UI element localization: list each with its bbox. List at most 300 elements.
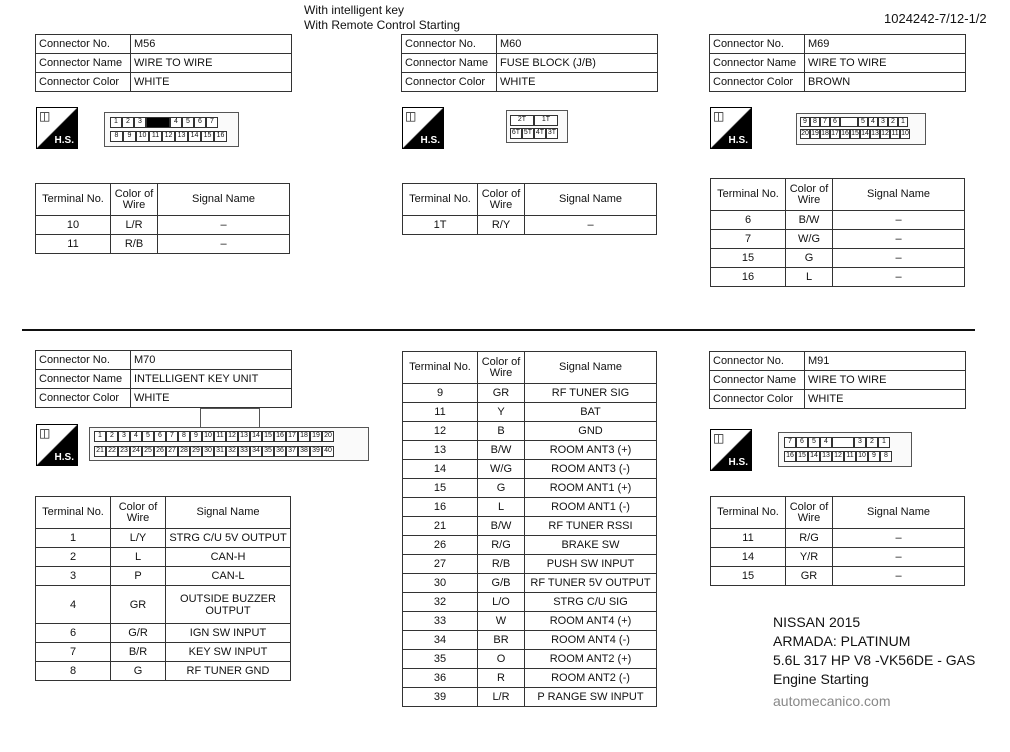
terminal-no-cell: 33 (403, 612, 478, 631)
connector-pin: 7 (820, 117, 830, 127)
label-connector-name: Connector Name (36, 370, 131, 389)
wire-color-cell: B/W (478, 517, 525, 536)
signal-name-cell: ROOM ANT4 (-) (525, 631, 657, 650)
signal-name-cell: ROOM ANT3 (-) (525, 460, 657, 479)
table-row (403, 536, 657, 555)
connector-pin: 6 (194, 117, 206, 128)
connector-pin: 14 (861, 130, 869, 137)
signal-name-cell: – (158, 216, 290, 235)
wire-color-cell: O (478, 650, 525, 669)
connector-pin: 9 (190, 431, 202, 442)
terminal-no-cell: 11 (711, 529, 786, 548)
connector-pin: 39 (310, 446, 322, 457)
footer-model: ARMADA: PLATINUM (773, 633, 911, 649)
table-row (711, 211, 965, 230)
connector-pin: 34 (250, 446, 262, 457)
footer-make-year: NISSAN 2015 (773, 614, 861, 630)
connector-pin: 14 (250, 431, 262, 442)
connector-pin: 16 (841, 130, 849, 137)
table-row (36, 624, 291, 643)
terminal-no-cell: 1 (36, 529, 111, 548)
wire-color-cell: R (478, 669, 525, 688)
wire-color-cell: GR (478, 384, 525, 403)
signal-name-cell: IGN SW INPUT (166, 624, 291, 643)
wire-color-cell: B/W (478, 441, 525, 460)
terminal-no-cell: 15 (403, 479, 478, 498)
connector-pin: 36 (274, 446, 286, 457)
table-row (403, 422, 657, 441)
connector-pin: 7 (206, 117, 218, 128)
table-row (711, 567, 965, 586)
wire-color-cell: W/G (786, 230, 833, 249)
signal-name-cell: RF TUNER 5V OUTPUT (525, 574, 657, 593)
connector-key-slot (832, 437, 854, 448)
connector-pin: 1 (110, 117, 122, 128)
wire-color-cell: L (478, 498, 525, 517)
connector-pin: 4 (170, 117, 182, 128)
connector-pin: 20 (322, 431, 334, 442)
connector-no-value: M56 (131, 35, 292, 54)
label-connector-no: Connector No. (710, 35, 805, 54)
connector-pin: 2T (510, 115, 534, 126)
wire-color-cell: BR (478, 631, 525, 650)
label-connector-name: Connector Name (710, 371, 805, 390)
terminal-no-cell: 9 (403, 384, 478, 403)
terminal-no-cell: 7 (711, 230, 786, 249)
signal-name-cell: OUTSIDE BUZZER OUTPUT (166, 586, 291, 624)
document-id: 1024242-7/12-1/2 (884, 11, 987, 26)
connector-pin: 4 (130, 431, 142, 442)
terminal-no-cell: 21 (403, 517, 478, 536)
connector-info-m56 (35, 34, 292, 92)
connector-pin: 26 (154, 446, 166, 457)
terminal-no-cell: 10 (36, 216, 111, 235)
connector-pin: 1 (94, 431, 106, 442)
signal-name-cell: RF TUNER RSSI (525, 517, 657, 536)
connector-pin: 38 (298, 446, 310, 457)
connector-pin: 16 (784, 451, 796, 462)
header-terminal-no: Terminal No. (711, 179, 786, 211)
connector-plug-icon: ◫ (713, 431, 725, 445)
terminal-no-cell: 15 (711, 249, 786, 268)
wire-color-cell: B/W (786, 211, 833, 230)
wire-color-cell: R/B (478, 555, 525, 574)
header-signal-name: Signal Name (166, 497, 291, 529)
signal-name-cell: – (833, 249, 965, 268)
terminal-no-cell: 13 (403, 441, 478, 460)
hs-harness-side-icon (402, 107, 444, 149)
header-color-of-wire: Color of Wire (786, 497, 833, 529)
connector-pin: 10 (901, 130, 909, 137)
header-terminal-no: Terminal No. (403, 352, 478, 384)
connector-pin: 8 (880, 451, 892, 462)
signal-name-cell: – (833, 548, 965, 567)
table-row (36, 529, 291, 548)
wire-color-cell: B/R (111, 643, 166, 662)
connector-pin: 17 (286, 431, 298, 442)
connector-pin: 13 (238, 431, 250, 442)
connector-pin: 8 (178, 431, 190, 442)
terminal-no-cell: 11 (403, 403, 478, 422)
connector-pin: 7 (166, 431, 178, 442)
terminal-no-cell: 39 (403, 688, 478, 707)
connector-pin: 18 (298, 431, 310, 442)
signal-name-cell: KEY SW INPUT (166, 643, 291, 662)
connector-pin: 4 (820, 437, 832, 448)
connector-key-slot (840, 117, 858, 127)
terminal-no-cell: 6 (711, 211, 786, 230)
wire-color-cell: Y/R (786, 548, 833, 567)
signal-name-cell: STRG C/U SIG (525, 593, 657, 612)
label-connector-no: Connector No. (402, 35, 497, 54)
header-color-of-wire: Color of Wire (786, 179, 833, 211)
signal-name-cell: ROOM ANT1 (-) (525, 498, 657, 517)
connector-pin: 12 (162, 131, 175, 142)
connector-pin: 11 (214, 431, 226, 442)
footer-system: Engine Starting (773, 671, 869, 687)
table-row (711, 230, 965, 249)
label-connector-name: Connector Name (402, 54, 497, 73)
terminal-no-cell: 32 (403, 593, 478, 612)
header-signal-name: Signal Name (833, 179, 965, 211)
wire-color-cell: B (478, 422, 525, 441)
terminal-table-m60 (402, 183, 657, 235)
terminal-no-cell: 14 (403, 460, 478, 479)
wire-color-cell: R/Y (478, 216, 525, 235)
connector-plug-icon: ◫ (39, 426, 51, 440)
connector-pin: 23 (118, 446, 130, 457)
signal-name-cell: – (158, 235, 290, 254)
signal-name-cell: CAN-L (166, 567, 291, 586)
table-row (36, 586, 291, 624)
terminal-table-m91 (710, 496, 965, 586)
table-row (711, 268, 965, 287)
connector-name-value: INTELLIGENT KEY UNIT (131, 370, 292, 389)
connector-pin: 14 (188, 131, 201, 142)
wire-color-cell: G (111, 662, 166, 681)
header-signal-name: Signal Name (158, 184, 290, 216)
signal-name-cell: ROOM ANT3 (+) (525, 441, 657, 460)
wire-color-cell: R/G (478, 536, 525, 555)
connector-name-value: WIRE TO WIRE (805, 54, 966, 73)
connector-pin: 2 (888, 117, 898, 127)
connector-info-m70 (35, 350, 292, 408)
connector-pin: 13 (820, 451, 832, 462)
connector-info-m60 (401, 34, 658, 92)
connector-pin: 6 (154, 431, 166, 442)
terminal-no-cell: 14 (711, 548, 786, 567)
hs-label: H.S. (54, 135, 74, 146)
connector-color-value: WHITE (805, 390, 966, 409)
table-row (403, 403, 657, 422)
label-connector-color: Connector Color (36, 73, 131, 92)
terminal-table-m69 (710, 178, 965, 287)
connector-pin: 6 (830, 117, 840, 127)
connector-pin: 2 (866, 437, 878, 448)
signal-name-cell: ROOM ANT2 (-) (525, 669, 657, 688)
wire-color-cell: GR (111, 586, 166, 624)
terminal-no-cell: 27 (403, 555, 478, 574)
connector-pin: 19 (811, 130, 819, 137)
wire-color-cell: G/R (111, 624, 166, 643)
connector-pin: 35 (262, 446, 274, 457)
wire-color-cell: L/R (111, 216, 158, 235)
connector-pin: 10 (136, 131, 149, 142)
connector-pin: 33 (238, 446, 250, 457)
table-row (36, 567, 291, 586)
hs-label: H.S. (728, 457, 748, 468)
table-row (36, 216, 290, 235)
connector-plug-icon: ◫ (39, 109, 51, 123)
connector-pin: 2 (122, 117, 134, 128)
connector-pin: 9 (868, 451, 880, 462)
footer-engine: 5.6L 317 HP V8 -VK56DE - GAS (773, 652, 976, 668)
terminal-table-m70-left (35, 496, 291, 681)
connector-pin: 32 (226, 446, 238, 457)
terminal-table-m56 (35, 183, 290, 254)
connector-pin: 11 (844, 451, 856, 462)
label-connector-color: Connector Color (710, 390, 805, 409)
table-row (403, 669, 657, 688)
wire-color-cell: L (786, 268, 833, 287)
connector-color-value: WHITE (131, 73, 292, 92)
table-row (403, 441, 657, 460)
hs-harness-side-icon (36, 107, 78, 149)
connector-pin: 29 (190, 446, 202, 457)
connector-pin: 24 (130, 446, 142, 457)
connector-pin: 40 (322, 446, 334, 457)
header-line-2: With Remote Control Starting (304, 18, 461, 32)
connector-pin: 14 (808, 451, 820, 462)
connector-pin: 16 (274, 431, 286, 442)
terminal-no-cell: 11 (36, 235, 111, 254)
signal-name-cell: – (833, 567, 965, 586)
connector-pin: 5 (142, 431, 154, 442)
wire-color-cell: R/G (786, 529, 833, 548)
label-connector-no: Connector No. (710, 352, 805, 371)
terminal-no-cell: 26 (403, 536, 478, 555)
label-connector-name: Connector Name (710, 54, 805, 73)
connector-pin: 4T (534, 128, 546, 139)
terminal-no-cell: 12 (403, 422, 478, 441)
header-terminal-no: Terminal No. (36, 184, 111, 216)
table-row (403, 631, 657, 650)
connector-pin: 12 (226, 431, 238, 442)
terminal-no-cell: 6 (36, 624, 111, 643)
connector-pin: 31 (214, 446, 226, 457)
table-row (403, 650, 657, 669)
connector-pin: 16 (214, 131, 227, 142)
signal-name-cell: STRG C/U 5V OUTPUT (166, 529, 291, 548)
signal-name-cell: GND (525, 422, 657, 441)
wire-color-cell: G (786, 249, 833, 268)
table-row (403, 460, 657, 479)
label-connector-no: Connector No. (36, 351, 131, 370)
wire-color-cell: L (111, 548, 166, 567)
signal-name-cell: – (833, 230, 965, 249)
terminal-no-cell: 15 (711, 567, 786, 586)
connector-color-value: WHITE (131, 389, 292, 408)
connector-pin: 21 (94, 446, 106, 457)
signal-name-cell: BRAKE SW (525, 536, 657, 555)
connector-pin: 5T (522, 128, 534, 139)
signal-name-cell: – (833, 211, 965, 230)
connector-pin: 15 (201, 131, 214, 142)
connector-pin: 18 (821, 130, 829, 137)
wire-color-cell: W/G (478, 460, 525, 479)
connector-pin: 10 (202, 431, 214, 442)
wire-color-cell: R/B (111, 235, 158, 254)
table-row (403, 517, 657, 536)
hs-label: H.S. (420, 135, 440, 146)
hs-harness-side-icon (710, 429, 752, 471)
header-color-of-wire: Color of Wire (478, 184, 525, 216)
table-row (403, 479, 657, 498)
header-signal-name: Signal Name (525, 352, 657, 384)
connector-pin: 5 (808, 437, 820, 448)
connector-pin: 3 (134, 117, 146, 128)
header-terminal-no: Terminal No. (36, 497, 111, 529)
terminal-no-cell: 16 (711, 268, 786, 287)
terminal-table-m70-mid (402, 351, 657, 707)
connector-pin: 17 (831, 130, 839, 137)
header-color-of-wire: Color of Wire (478, 352, 525, 384)
table-row (403, 612, 657, 631)
table-row (711, 548, 965, 567)
connector-pin: 12 (881, 130, 889, 137)
connector-pin: 4 (868, 117, 878, 127)
label-connector-no: Connector No. (36, 35, 131, 54)
connector-pin: 5 (858, 117, 868, 127)
header-color-of-wire: Color of Wire (111, 497, 166, 529)
wire-color-cell: Y (478, 403, 525, 422)
hs-label: H.S. (54, 452, 74, 463)
connector-key-slot (146, 117, 170, 128)
connector-no-value: M70 (131, 351, 292, 370)
table-row (36, 235, 290, 254)
connector-info-m91 (709, 351, 966, 409)
hs-harness-side-icon (710, 107, 752, 149)
table-row (403, 384, 657, 403)
connector-pin: 2 (106, 431, 118, 442)
terminal-no-cell: 3 (36, 567, 111, 586)
connector-info-m69 (709, 34, 966, 92)
terminal-no-cell: 16 (403, 498, 478, 517)
table-row (403, 688, 657, 707)
terminal-no-cell: 30 (403, 574, 478, 593)
connector-pin: 15 (262, 431, 274, 442)
hs-label: H.S. (728, 135, 748, 146)
table-row (36, 643, 291, 662)
table-row (711, 249, 965, 268)
watermark: automecanico.com (773, 693, 891, 709)
connector-pin: 11 (891, 130, 899, 137)
signal-name-cell: ROOM ANT4 (+) (525, 612, 657, 631)
connector-pin: 30 (202, 446, 214, 457)
wire-color-cell: G/B (478, 574, 525, 593)
connector-pin: 5 (182, 117, 194, 128)
connector-pin: 8 (810, 117, 820, 127)
wire-color-cell: L/O (478, 593, 525, 612)
connector-pin: 8 (110, 131, 123, 142)
label-connector-color: Connector Color (36, 389, 131, 408)
connector-pin: 3 (854, 437, 866, 448)
table-row (711, 529, 965, 548)
connector-name-value: FUSE BLOCK (J/B) (497, 54, 658, 73)
signal-name-cell: RF TUNER SIG (525, 384, 657, 403)
signal-name-cell: P RANGE SW INPUT (525, 688, 657, 707)
terminal-no-cell: 7 (36, 643, 111, 662)
signal-name-cell: – (833, 529, 965, 548)
connector-no-value: M60 (497, 35, 658, 54)
connector-pin: 11 (149, 131, 162, 142)
header-line-1: With intelligent key (304, 3, 405, 17)
table-row (36, 662, 291, 681)
connector-no-value: M91 (805, 352, 966, 371)
wire-color-cell: L/R (478, 688, 525, 707)
connector-pin: 27 (166, 446, 178, 457)
connector-pin: 37 (286, 446, 298, 457)
signal-name-cell: PUSH SW INPUT (525, 555, 657, 574)
table-row (403, 574, 657, 593)
signal-name-cell: CAN-H (166, 548, 291, 567)
connector-pin: 13 (175, 131, 188, 142)
label-connector-color: Connector Color (710, 73, 805, 92)
signal-name-cell: RF TUNER GND (166, 662, 291, 681)
wire-color-cell: L/Y (111, 529, 166, 548)
connector-pin: 6 (796, 437, 808, 448)
terminal-no-cell: 1T (403, 216, 478, 235)
signal-name-cell: BAT (525, 403, 657, 422)
header-signal-name: Signal Name (525, 184, 657, 216)
connector-pin: 13 (871, 130, 879, 137)
wire-color-cell: W (478, 612, 525, 631)
connector-pin: 9 (123, 131, 136, 142)
connector-pin: 10 (856, 451, 868, 462)
connector-pin: 12 (832, 451, 844, 462)
connector-pin: 1 (878, 437, 890, 448)
header-signal-name: Signal Name (833, 497, 965, 529)
wire-color-cell: G (478, 479, 525, 498)
terminal-no-cell: 34 (403, 631, 478, 650)
connector-pin: 3T (546, 128, 558, 139)
connector-pin: 9 (800, 117, 810, 127)
connector-pin: 15 (796, 451, 808, 462)
table-row (403, 216, 657, 235)
label-connector-name: Connector Name (36, 54, 131, 73)
connector-name-value: WIRE TO WIRE (805, 371, 966, 390)
signal-name-cell: ROOM ANT1 (+) (525, 479, 657, 498)
connector-pin: 22 (106, 446, 118, 457)
connector-pin: 7 (784, 437, 796, 448)
table-row (403, 498, 657, 517)
terminal-no-cell: 36 (403, 669, 478, 688)
header-terminal-no: Terminal No. (403, 184, 478, 216)
terminal-no-cell: 35 (403, 650, 478, 669)
connector-pin: 19 (310, 431, 322, 442)
connector-pin: 3 (878, 117, 888, 127)
signal-name-cell: ROOM ANT2 (+) (525, 650, 657, 669)
header-terminal-no: Terminal No. (711, 497, 786, 529)
hs-harness-side-icon (36, 424, 78, 466)
connector-pin: 25 (142, 446, 154, 457)
table-row (403, 555, 657, 574)
connector-pin: 28 (178, 446, 190, 457)
wire-color-cell: GR (786, 567, 833, 586)
terminal-no-cell: 8 (36, 662, 111, 681)
terminal-no-cell: 4 (36, 586, 111, 624)
connector-color-value: WHITE (497, 73, 658, 92)
